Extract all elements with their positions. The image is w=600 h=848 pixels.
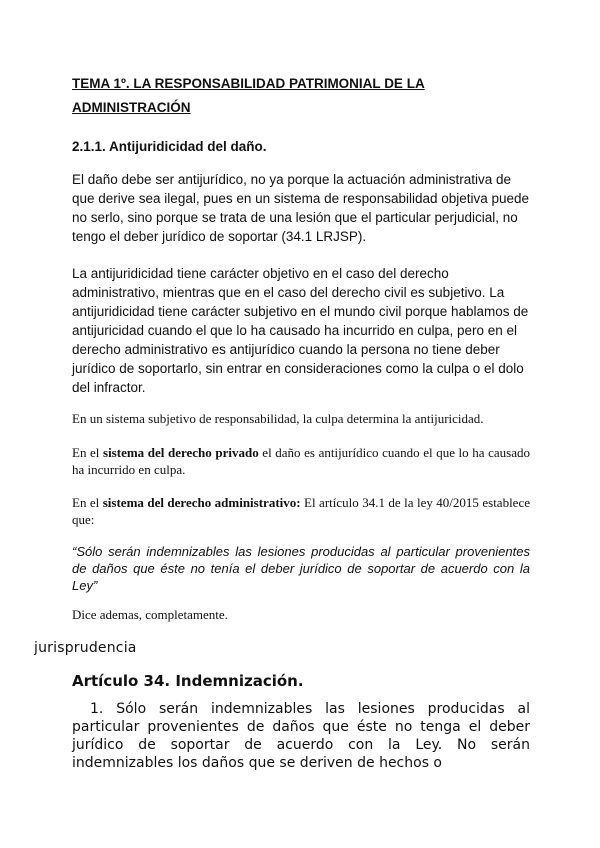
page-title: TEMA 1º. LA RESPONSABILIDAD PATRIMONIAL DE LA ADMINISTRACIÓN	[72, 76, 425, 115]
article-body: 1. Sólo serán indemnizables las lesiones producidas al particular provenientes de daños que éste no tenga el deber jurídico de soportar de acuerdo con la Ley. No serán indemnizables los daños que se deriven de hechos o	[72, 701, 530, 771]
legal-quote: “Sólo serán indemnizables las lesiones producidas al particular provenientes de daños que éste no tenía el deber jurídico de soportar de acuerdo con la Ley”	[72, 544, 530, 593]
paragraph-suffix: El artículo 34.1 de la ley 40/2015 establece que:	[72, 495, 530, 527]
jurisprudencia-label: jurisprudencia	[34, 640, 137, 656]
paragraph-derecho-privado	[72, 444, 530, 478]
bold-term: sistema del derecho privado	[103, 445, 259, 460]
bold-term: sistema del derecho administrativo:	[102, 495, 301, 510]
paragraph-dice-ademas: Dice ademas, completamente.	[72, 607, 228, 622]
paragraph-caracter-objetivo: La antijuridicidad tiene carácter objetivo en el caso del derecho administrativo, mientras que en el caso del derecho civil es subjetivo. La antijuridicidad tiene carácter subjetivo en el mundo civil porque hablamos de antijuricidad cuando el que lo ha causado ha incurrido en culpa, pero en el derecho administrativo es antijurídico cuando la persona no tiene deber jurídico de soportarlo, sin entrar en consideraciones como la culpa o el dolo del infractor.	[72, 266, 529, 395]
article-title: Artículo 34. Indemnización.	[72, 672, 304, 690]
paragraph-antijuridicidad-intro: El daño debe ser antijurídico, no ya porque la actuación administrativa de que derive sea ilegal, pues en un sistema de responsabilidad objetiva puede no serlo, sino porque se trata de una lesión que el particular perjudicial, no tengo el deber jurídico de soportar (34.1 LRJSP).	[72, 172, 530, 244]
paragraph-prefix: En el	[72, 445, 104, 460]
paragraph-sistema-subjetivo: En un sistema subjetivo de responsabilidad, la culpa determina la antijuricidad.	[72, 411, 484, 426]
paragraph-prefix: En el	[72, 495, 103, 510]
section-heading: 2.1.1. Antijuridicidad del daño.	[72, 139, 267, 154]
paragraph-suffix: el daño es antijurídico cuando el que lo ha causado ha incurrido en culpa.	[72, 445, 530, 477]
paragraph-derecho-administrativo	[72, 494, 530, 528]
